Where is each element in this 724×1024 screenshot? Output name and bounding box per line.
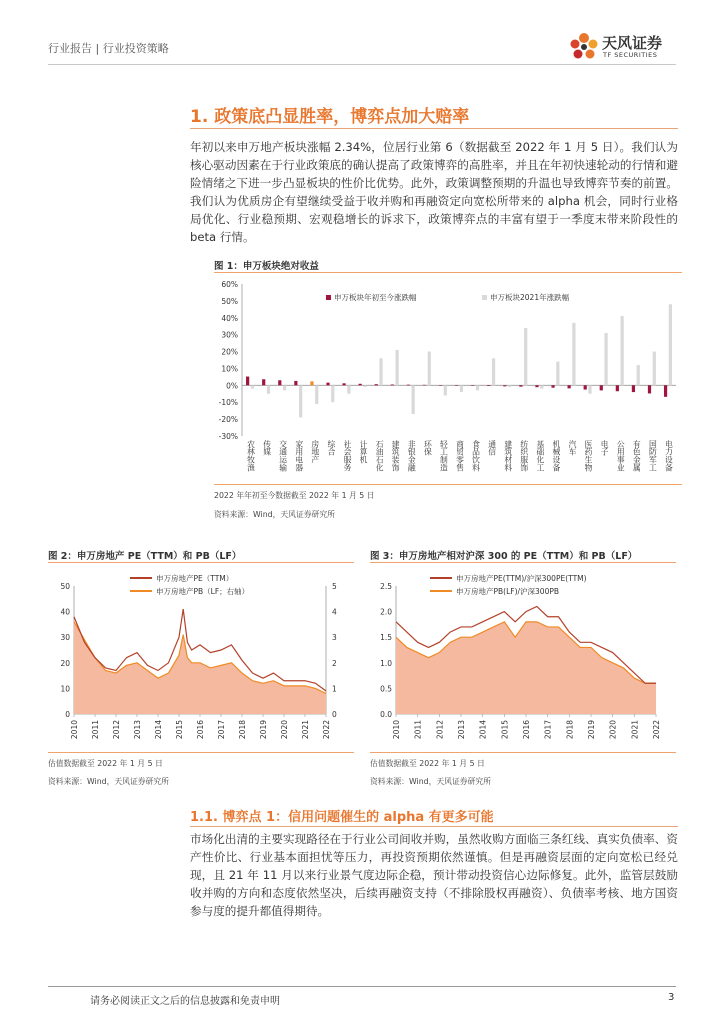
figure1-note: 2022 年年初至今数据截至 2022 年 1 月 5 日 <box>214 491 375 500</box>
subsection-title <box>190 806 494 825</box>
y-left-tick-label: 50 <box>60 582 70 591</box>
y-tick-label: 0.5 <box>380 684 392 694</box>
bar-2021 <box>251 385 254 388</box>
bar-2021 <box>267 385 270 393</box>
x-tick-label: 2019 <box>259 720 268 740</box>
bar-ytd <box>407 385 410 386</box>
logo-text: 天风证券 <box>602 34 663 52</box>
legend-label-ytd: 申万板块年初至今涨跌幅 <box>334 293 417 302</box>
bar-2021 <box>412 385 415 414</box>
y-right-tick-label: 2 <box>332 658 337 668</box>
section-title-text: 1. 政策底凸显胜率，博弈点加大赔率 <box>190 107 470 127</box>
company-logo <box>568 30 678 66</box>
bar-2021 <box>476 385 479 390</box>
x-category-label: 商贸零售 <box>455 440 465 472</box>
x-tick-label: 2010 <box>70 720 79 740</box>
y-tick-label: 10% <box>221 364 238 374</box>
y-tick-label: 40% <box>221 313 238 323</box>
legend-label-pe-ratio: 申万房地产PE(TTM)/沪深300PE(TTM) <box>456 574 587 583</box>
figure2-bottom-rule <box>48 752 354 753</box>
bar-ytd <box>471 385 474 386</box>
x-tick-label: 2014 <box>478 720 488 740</box>
x-category-label: 电子 <box>600 440 610 456</box>
figure3-title: 图 3：申万房地产相对沪深 300 的 PE（TTM）和 PB（LF） <box>370 551 638 562</box>
legend-label-pe: 申万房地产PE（TTM） <box>156 574 234 583</box>
y-left-tick-label: 10 <box>60 684 70 694</box>
paragraph-text: 年初以来申万地产板块涨幅 2.34%，位居行业第 6（数据截至 2022 年 1 月 5 日）。我们认为核心驱动因素在于行业政策底的确认提高了政策博弈的高胜率，并且在年初快速轮动的行情和避险情绪之下进一步凸显板块的性价比优势。此外，政策调整预期的升温也导致博弈节奏的前置。我们认为优质房企有望继续受益于收并购和再融资定向宽松所带来的 alpha 机会，同时行业格局优化、行业稳预期、宏观稳增长的诉求下，政策博弈点的丰富有望于一季度末带来阶段性的 beta 行情。 <box>190 140 678 244</box>
bar-2021 <box>621 316 624 385</box>
figure1-title: 图 1：申万板块绝对收益 <box>214 261 319 272</box>
x-category-label: 建筑装饰 <box>391 440 401 472</box>
x-category-label: 环保 <box>423 440 433 456</box>
bar-2021 <box>637 365 640 385</box>
bar-2021 <box>428 352 431 386</box>
bar-2021 <box>556 362 559 386</box>
x-tick-label: 2017 <box>217 720 226 740</box>
x-category-label: 石油石化 <box>375 440 385 472</box>
y-left-tick-label: 0 <box>65 710 70 719</box>
bar-ytd <box>664 385 667 396</box>
figure1-bar-chart <box>210 276 682 486</box>
bar-ytd <box>503 385 506 386</box>
x-category-label: 食品饮料 <box>471 440 481 472</box>
x-tick-label: 2021 <box>630 720 640 740</box>
bar-ytd <box>455 385 458 386</box>
figure3-rule <box>370 562 676 563</box>
figure3-source: 资料来源：Wind，天风证券研究所 <box>370 777 491 786</box>
bar-ytd <box>648 385 651 393</box>
bar-ytd <box>278 380 281 385</box>
x-tick-label: 2021 <box>301 720 310 740</box>
bar-2021 <box>540 385 543 388</box>
legend-swatch-2021 <box>482 295 487 300</box>
figure2-rule <box>48 562 354 563</box>
x-category-label: 传媒 <box>262 440 272 456</box>
x-tick-label: 2012 <box>112 720 121 740</box>
bar-2021 <box>363 385 366 387</box>
x-tick-label: 2011 <box>413 720 423 740</box>
figure2-source: 资料来源：Wind，天风证券研究所 <box>48 777 169 786</box>
x-tick-label: 2015 <box>175 720 184 740</box>
section-paragraph <box>190 138 678 246</box>
footer-disclaimer: 请务必阅读正文之后的信息披露和免责申明 <box>90 996 280 1007</box>
y-tick-label: 2.5 <box>380 582 392 591</box>
figure3-note: 估值数据截至 2022 年 1 月 5 日 <box>370 759 485 768</box>
logo-subtext: TF SECURITIES <box>603 51 658 59</box>
x-category-label: 建筑材料 <box>503 440 513 472</box>
x-category-label: 通信 <box>487 440 497 456</box>
x-category-label: 公用事业 <box>616 440 626 472</box>
bar-2021 <box>588 385 591 393</box>
y-tick-label: 1.0 <box>380 658 392 668</box>
bar-2021 <box>315 385 318 404</box>
bar-ytd <box>391 384 394 385</box>
bar-2021 <box>299 385 302 417</box>
bar-2021 <box>331 385 334 402</box>
y-tick-label: -20% <box>218 415 238 425</box>
bar-2021 <box>492 358 495 385</box>
y-right-tick-label: 0 <box>332 710 337 719</box>
bar-ytd <box>423 385 426 386</box>
bar-2021 <box>508 385 511 387</box>
bar-ytd <box>632 385 635 392</box>
bar-ytd <box>519 385 522 386</box>
x-tick-label: 2016 <box>196 720 205 740</box>
x-tick-label: 2017 <box>543 720 553 740</box>
section-title <box>190 102 469 127</box>
bar-ytd <box>584 385 587 389</box>
bar-ytd <box>600 385 603 390</box>
y-tick-label: 50% <box>221 296 238 306</box>
x-tick-label: 2013 <box>457 720 466 740</box>
bar-ytd <box>359 384 362 386</box>
header-divider <box>48 64 676 65</box>
bar-2021 <box>524 328 527 385</box>
page-number: 3 <box>668 992 675 1003</box>
figure1-rule <box>214 272 682 273</box>
y-tick-label: 30% <box>221 330 238 340</box>
figure2-note: 估值数据截至 2022 年 1 月 5 日 <box>48 759 163 768</box>
bar-2021 <box>669 304 672 385</box>
header-breadcrumb: 行业报告 | 行业投资策略 <box>48 42 169 55</box>
figure2-title: 图 2：申万房地产 PE（TTM）和 PB（LF） <box>48 551 242 562</box>
legend-swatch-ytd <box>326 295 331 300</box>
bar-ytd <box>294 381 297 385</box>
x-category-label: 轻工制造 <box>439 440 449 472</box>
x-category-label: 非银金融 <box>407 440 417 472</box>
bar-ytd <box>551 385 554 387</box>
bar-2021 <box>653 352 656 386</box>
x-tick-label: 2018 <box>238 720 247 740</box>
bar-2021 <box>572 323 575 385</box>
x-category-label: 家用电器 <box>294 440 304 472</box>
y-right-tick-label: 1 <box>332 684 337 694</box>
x-tick-label: 2022 <box>322 720 331 740</box>
y-tick-label: 60% <box>221 280 238 289</box>
bar-ytd <box>326 383 329 386</box>
x-category-label: 汽车 <box>568 440 578 456</box>
bar-ytd <box>487 385 490 386</box>
bar-2021 <box>396 350 399 385</box>
legend-label-pb-ratio: 申万房地产PB(LF)/沪深300PB <box>456 587 560 596</box>
x-tick-label: 2014 <box>154 720 163 740</box>
figure3-bottom-rule <box>370 752 676 753</box>
figure1-source: 资料来源：Wind，天风证券研究所 <box>214 510 335 519</box>
x-tick-label: 2018 <box>565 720 575 740</box>
x-tick-label: 2015 <box>500 720 510 740</box>
bar-ytd <box>535 385 538 387</box>
bar-ytd <box>616 385 619 391</box>
bar-2021 <box>444 385 447 395</box>
x-category-label: 综合 <box>326 440 336 456</box>
bar-2021 <box>283 385 286 390</box>
x-tick-label: 2013 <box>133 720 142 740</box>
y-left-tick-label: 40 <box>60 607 70 617</box>
x-category-label: 交通运输 <box>278 440 288 472</box>
x-category-label: 社会服务 <box>342 440 352 472</box>
x-category-label: 基础化工 <box>535 440 545 472</box>
x-category-label: 纺织服饰 <box>519 440 529 472</box>
x-tick-label: 2010 <box>392 720 401 740</box>
bar-ytd <box>262 379 265 385</box>
y-tick-label: -10% <box>218 398 238 408</box>
bar-2021 <box>379 358 382 385</box>
pb-ratio-area <box>396 622 656 714</box>
y-tick-label: 0.0 <box>380 710 392 719</box>
pb-area <box>74 622 326 714</box>
subsection-title-text: 1.1. 博弈点 1：信用问题催生的 alpha 有更多可能 <box>190 810 494 825</box>
legend-label-pb: 申万房地产PB（LF；右轴） <box>156 587 250 596</box>
y-right-tick-label: 5 <box>332 582 337 591</box>
y-right-tick-label: 3 <box>332 633 337 643</box>
x-tick-label: 2019 <box>587 720 596 740</box>
y-left-tick-label: 20 <box>60 658 70 668</box>
bar-ytd <box>342 383 345 385</box>
y-tick-label: 20% <box>221 347 238 357</box>
bar-ytd <box>246 377 249 386</box>
bar-ytd <box>310 381 313 385</box>
x-category-label: 计算机 <box>359 440 369 464</box>
subsection-paragraph-text: 市场化出清的主要实现路径在于行业公司间收并购，虽然收购方面临三条红线、真实负债率、资产性价比、行业基本面担忧等压力，再投资预期依然谨慎。但是再融资层面的定向宽松已经兑现，且 21 年 11 月以来行业景气度边际企稳，预计带动投资信心边际修复。此外，监管层鼓励收并购的方向和态度依然坚决，后续再融资支持（不排除股权再融资）、负债率考核、地方国资参与度的提升都值得期待。 <box>190 832 678 918</box>
bar-ytd <box>568 385 571 388</box>
x-tick-label: 2020 <box>608 720 618 740</box>
figure1-bottom-rule <box>214 484 682 485</box>
legend-label-2021: 申万板块2021年涨跌幅 <box>490 293 570 302</box>
bar-2021 <box>604 333 607 385</box>
bar-2021 <box>347 385 350 393</box>
y-tick-label: 2.0 <box>380 607 392 617</box>
figure3-line-chart <box>366 566 680 752</box>
x-category-label: 有色金属 <box>632 440 642 472</box>
y-tick-label: 1.5 <box>380 633 392 643</box>
x-category-label: 电力设备 <box>664 440 674 472</box>
y-tick-label: 0% <box>226 381 238 391</box>
y-right-tick-label: 4 <box>332 607 337 617</box>
figure2-line-chart <box>44 566 358 752</box>
x-tick-label: 2022 <box>652 720 661 740</box>
bar-2021 <box>460 385 463 392</box>
x-category-label: 房地产 <box>310 440 320 464</box>
x-category-label: 国防军工 <box>648 440 658 472</box>
footer-divider <box>48 986 676 987</box>
bar-ytd <box>375 384 378 385</box>
x-category-label: 农林牧渔 <box>246 440 256 472</box>
x-tick-label: 2016 <box>522 720 531 740</box>
subsection-paragraph <box>190 830 678 920</box>
y-tick-label: -30% <box>218 432 238 441</box>
x-tick-label: 2020 <box>280 720 289 740</box>
logo-flower-icon <box>568 30 600 64</box>
x-tick-label: 2012 <box>435 720 445 740</box>
x-tick-label: 2011 <box>91 720 100 740</box>
x-category-label: 机械设备 <box>551 440 561 472</box>
x-category-label: 医药生物 <box>584 440 594 472</box>
bar-ytd <box>439 385 442 386</box>
y-left-tick-label: 30 <box>60 633 70 643</box>
